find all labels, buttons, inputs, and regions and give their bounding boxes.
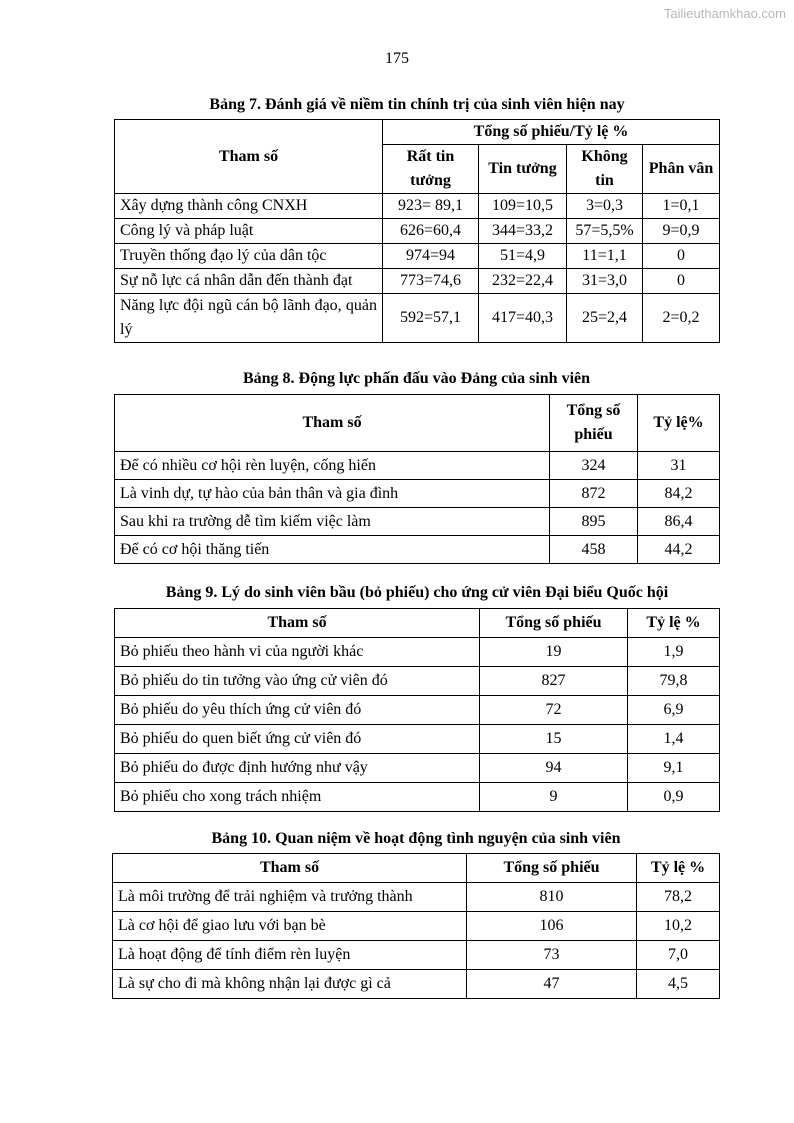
cell: 1,9: [628, 638, 720, 667]
row-label: Bỏ phiếu do tin tưởng vào ứng cử viên đó: [115, 667, 480, 696]
cell: 11=1,1: [567, 244, 643, 269]
cell: 9=0,9: [643, 219, 720, 244]
cell: 458: [550, 536, 638, 564]
cell: 773=74,6: [383, 269, 479, 294]
table7-group-header: Tổng số phiếu/Tỷ lệ %: [383, 120, 720, 145]
table-row: [115, 452, 720, 480]
cell: 79,8: [628, 667, 720, 696]
row-label: Xây dựng thành công CNXH: [115, 194, 383, 219]
table7-col-tin-tuong: Tin tưởng: [479, 145, 567, 194]
cell: 592=57,1: [383, 294, 479, 343]
cell: 78,2: [637, 883, 720, 912]
cell: 1=0,1: [643, 194, 720, 219]
table9-count-header: Tổng số phiếu: [480, 609, 628, 638]
cell: 31=3,0: [567, 269, 643, 294]
row-label: Bỏ phiếu do quen biết ứng cử viên đó: [115, 725, 480, 754]
table9-caption: Bảng 9. Lý do sinh viên bầu (bỏ phiếu) cho ứng cử viên Đại biểu Quốc hội: [165, 584, 669, 601]
cell: 73: [467, 941, 637, 970]
table7: [114, 119, 720, 343]
row-label: Là hoạt động để tính điểm rèn luyện: [113, 941, 467, 970]
cell: 57=5,5%: [567, 219, 643, 244]
cell: 2=0,2: [643, 294, 720, 343]
cell: 84,2: [638, 480, 720, 508]
table-row: [115, 725, 720, 754]
row-label: Là cơ hội để giao lưu với bạn bè: [113, 912, 467, 941]
row-label: Để có nhiều cơ hội rèn luyện, cống hiến: [115, 452, 550, 480]
cell: 344=33,2: [479, 219, 567, 244]
page-number: 175: [385, 50, 409, 67]
row-label: Bỏ phiếu do yêu thích ứng cử viên đó: [115, 696, 480, 725]
cell: 44,2: [638, 536, 720, 564]
row-label: Là vinh dự, tự hào của bản thân và gia đình: [115, 480, 550, 508]
row-label: Để có cơ hội thăng tiến: [115, 536, 550, 564]
cell: 923= 89,1: [383, 194, 479, 219]
table-row: [115, 294, 720, 343]
cell: 324: [550, 452, 638, 480]
cell: 94: [480, 754, 628, 783]
cell: 106: [467, 912, 637, 941]
cell: 3=0,3: [567, 194, 643, 219]
table-row: [113, 970, 720, 999]
row-label: Truyền thống đạo lý của dân tộc: [115, 244, 383, 269]
cell: 974=94: [383, 244, 479, 269]
cell: 0: [643, 244, 720, 269]
table8-caption: Bảng 8. Động lực phấn đấu vào Đảng của sinh viên: [242, 370, 591, 387]
row-label: Là môi trường để trải nghiệm và trưởng thành: [113, 883, 467, 912]
table-row: [115, 508, 720, 536]
table-row: [115, 269, 720, 294]
table8-rate-header: Tỷ lệ%: [638, 395, 720, 452]
cell: 25=2,4: [567, 294, 643, 343]
cell: 72: [480, 696, 628, 725]
table-row: [113, 912, 720, 941]
cell: 86,4: [638, 508, 720, 536]
cell: 47: [467, 970, 637, 999]
cell: 810: [467, 883, 637, 912]
cell: 626=60,4: [383, 219, 479, 244]
cell: 417=40,3: [479, 294, 567, 343]
cell: 4,5: [637, 970, 720, 999]
table-row: [115, 783, 720, 812]
cell: 872: [550, 480, 638, 508]
cell: 1,4: [628, 725, 720, 754]
row-label: Sau khi ra trường dễ tìm kiếm việc làm: [115, 508, 550, 536]
cell: 19: [480, 638, 628, 667]
table-row: [115, 244, 720, 269]
cell: 9,1: [628, 754, 720, 783]
table-row: [115, 219, 720, 244]
table9-rate-header: Tỷ lệ %: [628, 609, 720, 638]
table-row: [115, 667, 720, 696]
row-label: Bỏ phiếu cho xong trách nhiệm: [115, 783, 480, 812]
table7-col-khong-tin: Không tin: [567, 145, 643, 194]
row-label: Năng lực đội ngũ cán bộ lãnh đạo, quản lý: [115, 294, 383, 343]
table8: [114, 394, 720, 564]
cell: 6,9: [628, 696, 720, 725]
cell: 7,0: [637, 941, 720, 970]
cell: 15: [480, 725, 628, 754]
table10-caption: Bảng 10. Quan niệm về hoạt động tình nguyện của sinh viên: [211, 830, 621, 847]
table-row: [115, 536, 720, 564]
table7-param-header: Tham số: [115, 120, 383, 194]
table9: [114, 608, 720, 812]
table7-col-phan-van: Phân vân: [643, 145, 720, 194]
watermark: Tailieuthamkhao.com: [663, 6, 786, 21]
table-row: [115, 480, 720, 508]
table10-param-header: Tham số: [113, 854, 467, 883]
row-label: Sự nỗ lực cá nhân dẫn đến thành đạt: [115, 269, 383, 294]
cell: 232=22,4: [479, 269, 567, 294]
table8-count-header: Tổng số phiếu: [550, 395, 638, 452]
table-row: [113, 883, 720, 912]
table-row: [115, 754, 720, 783]
row-label: Bỏ phiếu do được định hướng như vậy: [115, 754, 480, 783]
row-label: Công lý và pháp luật: [115, 219, 383, 244]
cell: 827: [480, 667, 628, 696]
cell: 0: [643, 269, 720, 294]
cell: 31: [638, 452, 720, 480]
cell: 895: [550, 508, 638, 536]
table7-caption: Bảng 7. Đánh giá về niềm tin chính trị của sinh viên hiện nay: [209, 96, 625, 113]
cell: 51=4,9: [479, 244, 567, 269]
table7-col-rat-tin-tuong: Rất tin tưởng: [383, 145, 479, 194]
table-row: [115, 638, 720, 667]
table-row: [113, 941, 720, 970]
row-label: Bỏ phiếu theo hành vi của người khác: [115, 638, 480, 667]
cell: 0,9: [628, 783, 720, 812]
cell: 9: [480, 783, 628, 812]
cell: 109=10,5: [479, 194, 567, 219]
table-row: [115, 194, 720, 219]
table9-param-header: Tham số: [115, 609, 480, 638]
table10-rate-header: Tỷ lệ %: [637, 854, 720, 883]
table8-param-header: Tham số: [115, 395, 550, 452]
table10: [112, 853, 720, 999]
table10-count-header: Tổng số phiếu: [467, 854, 637, 883]
cell: 10,2: [637, 912, 720, 941]
row-label: Là sự cho đi mà không nhận lại được gì cả: [113, 970, 467, 999]
table-row: [115, 696, 720, 725]
